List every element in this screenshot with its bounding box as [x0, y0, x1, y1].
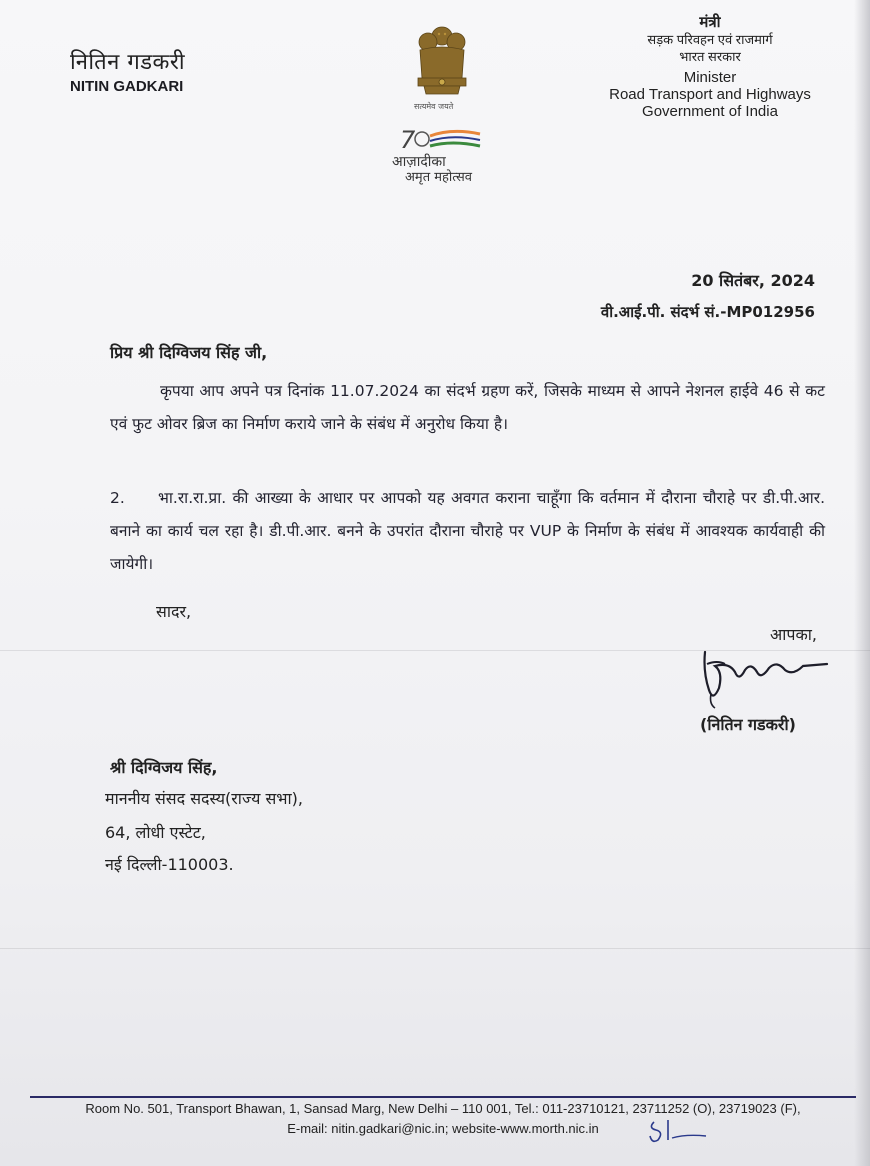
office-gov-english: Government of India [642, 103, 778, 120]
recipient-designation: माननीय संसद सदस्य(राज्य सभा), [105, 789, 303, 808]
paragraph-2 [110, 482, 825, 581]
yours: आपका, [770, 625, 817, 644]
emblem-caption: सत्यमेव जयते [414, 102, 454, 111]
paper-fold [0, 948, 870, 949]
sender-name-english: NITIN GADKARI [70, 78, 184, 95]
recipient-address: 64, लोधी एस्टेट, [105, 823, 206, 842]
footer-contact: E-mail: nitin.gadkari@nic.in; website-www.morth.nic.in [287, 1121, 599, 1136]
paragraph-1-text: कृपया आप अपने पत्र दिनांक 11.07.2024 का संदर्भ ग्रहण करें, जिसके माध्यम से आपने नेशनल हाईवे 46 से कट एवं फुट ओवर ब्रिज का निर्माण कराये जाने के संबंध में अनुरोध किया है। [110, 382, 825, 433]
recipient-city: नई दिल्ली-110003. [105, 855, 234, 874]
signature-icon [695, 642, 835, 712]
letter-date: 20 सितंबर, 2024 [691, 271, 815, 290]
paper-edge [854, 0, 870, 1166]
azadi-line1: आज़ादीका [392, 154, 446, 170]
closing: सादर, [156, 602, 192, 621]
azadi-line2: अमृत महोत्सव [405, 170, 473, 185]
footer-address: Room No. 501, Transport Bhawan, 1, Sansad Marg, New Delhi – 110 001, Tel.: 011-23710121, 23711252 (O), 23719023 (F), [85, 1101, 801, 1116]
sender-name-hindi: नितिन गडकरी [70, 50, 186, 75]
office-gov-hindi: भारत सरकार [679, 49, 741, 64]
paragraph-2-text: भा.रा.रा.प्रा. की आख्या के आधार पर आपको यह अवगत कराना चाहूँगा कि वर्तमान में दौराना चौराहे पर डी.पी.आर. बनाने का कार्य चल रहा है। डी.पी.आर. बनने के उपरांत दौराना चौराहे पर VUP के निर्माण के संबंध में आवश्यक कार्यवाही की जायेगी। [110, 489, 825, 573]
signature-name: (नितिन गडकरी) [700, 715, 796, 734]
office-title-hindi: मंत्री [699, 14, 721, 31]
paragraph-2-number: 2. [110, 489, 125, 507]
office-block [590, 14, 830, 120]
paragraph-1 [110, 375, 825, 441]
office-ministry-english: Road Transport and Highways [609, 86, 811, 103]
recipient-name: श्री दिग्विजय सिंह, [110, 758, 218, 777]
office-title-english: Minister [683, 69, 737, 86]
footer-rule [30, 1096, 856, 1098]
svg-text:7: 7 [400, 126, 416, 154]
salutation: प्रिय श्री दिग्विजय सिंह जी, [110, 343, 268, 362]
office-ministry-hindi: सड़क परिवहन एवं राजमार्ग [647, 32, 773, 47]
letter-reference: वी.आई.पी. संदर्भ सं.-MP012956 [600, 303, 815, 321]
handwritten-initials-icon [646, 1114, 716, 1144]
